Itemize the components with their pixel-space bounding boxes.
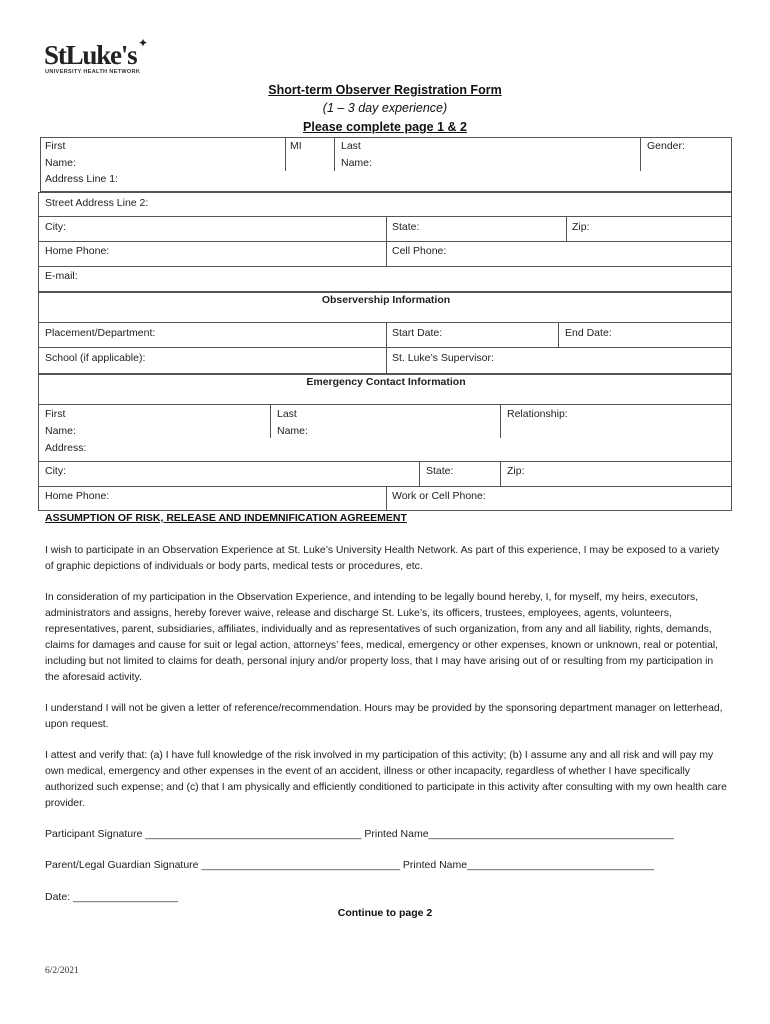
date-line[interactable]: Date: __________________ bbox=[45, 891, 179, 903]
form-instruction: Please complete page 1 & 2 bbox=[303, 120, 467, 134]
form-subtitle: (1 – 3 day experience) bbox=[322, 101, 448, 115]
emergency-home-phone-field[interactable]: Home Phone: bbox=[45, 490, 110, 502]
emergency-zip-field[interactable]: Zip: bbox=[507, 465, 525, 477]
emergency-city-field[interactable]: City: bbox=[45, 465, 66, 477]
school-field[interactable]: School (if applicable): bbox=[45, 352, 146, 364]
version-date: 6/2/2021 bbox=[45, 966, 79, 976]
emergency-address-field[interactable]: Address: bbox=[45, 442, 87, 454]
applicant-last-name-field[interactable]: Last Name: bbox=[341, 140, 372, 169]
applicant-gender-field[interactable]: Gender: bbox=[647, 140, 685, 152]
emergency-first-name-field[interactable]: First Name: bbox=[45, 408, 76, 437]
agreement-paragraph-1: I wish to participate in an Observation Experience at St. Luke’s University Health Network. As part of this experience, I may be exposed to a variety of graphic depictions of individuals or body parts, medical tests or procedures, etc. bbox=[45, 545, 720, 572]
email-field[interactable]: E-mail: bbox=[45, 270, 78, 282]
logo-star-icon: ✦ bbox=[138, 36, 149, 50]
state-field[interactable]: State: bbox=[392, 221, 420, 233]
agreement-paragraph-3: I understand I will not be given a letter of reference/recommendation. Hours may be provided by the sponsoring department manager on letterhead, upon request. bbox=[45, 703, 723, 730]
st-lukes-logo bbox=[44, 36, 164, 80]
home-phone-field[interactable]: Home Phone: bbox=[45, 245, 110, 257]
start-date-field[interactable]: Start Date: bbox=[392, 327, 443, 339]
observership-heading: Observership Information bbox=[321, 294, 451, 306]
cell-phone-field[interactable]: Cell Phone: bbox=[392, 245, 447, 257]
address-line1-field[interactable]: Address Line 1: bbox=[45, 173, 118, 185]
agreement-paragraph-4: I attest and verify that: (a) I have full knowledge of the risk involved in my participation of this activity; (b) I assume any and all risk and will pay my own medical, emergency and other expenses in the event of an accident, illness or other incapacity, regardless of whether I have specifically authorized such expense; and (c) that I am physically and efficiently conditioned to participate in this activity after consulting with my own health care provider. bbox=[45, 750, 727, 809]
participant-signature-line[interactable]: Participant Signature _____________________________________ Printed Name__________________________________________ bbox=[45, 828, 674, 840]
end-date-field[interactable]: End Date: bbox=[565, 327, 612, 339]
logo-subtitle: UNIVERSITY HEALTH NETWORK bbox=[45, 69, 141, 75]
applicant-name-row bbox=[40, 137, 732, 192]
city-field[interactable]: City: bbox=[45, 221, 66, 233]
emergency-work-phone-field[interactable]: Work or Cell Phone: bbox=[392, 490, 486, 502]
agreement-paragraph-2: In consideration of my participation in the Observation Experience, and intending to be legally bound hereby, I, for myself, my heirs, executors, administrators and assigns, hereby forever waive, release and discharge St. Luke’s, its officers, trustees, employees, agents, volunteers, representatives, parent, subsidiaries, affiliates, individually and as representatives of such organization, from any and all liability, rights, demands, claims for damages and cause for suit or legal action, attorneys’ fees, medical, emergency or other expenses, known or unknown, real or potential, including but not limited to claims for death, personal injury and/or property loss, that I may have arising out of or resulting from my participation in the aforesaid activity. bbox=[45, 592, 719, 683]
applicant-mi-field[interactable]: MI bbox=[290, 140, 302, 152]
emergency-contact-block bbox=[38, 374, 732, 511]
continue-note: Continue to page 2 bbox=[337, 907, 433, 919]
emergency-relationship-field[interactable]: Relationship: bbox=[507, 408, 568, 420]
agreement-title: ASSUMPTION OF RISK, RELEASE AND INDEMNIFICATION AGREEMENT bbox=[45, 512, 407, 524]
supervisor-field[interactable]: St. Luke’s Supervisor: bbox=[392, 352, 494, 364]
form-title: Short-term Observer Registration Form bbox=[268, 83, 502, 97]
emergency-heading: Emergency Contact Information bbox=[306, 376, 466, 388]
emergency-last-name-field[interactable]: Last Name: bbox=[277, 408, 308, 437]
applicant-first-name-field[interactable]: First Name: bbox=[45, 140, 76, 169]
guardian-signature-line[interactable]: Parent/Legal Guardian Signature __________________________________ Printed Name________________________________ bbox=[45, 859, 654, 871]
address-line2-field[interactable]: Street Address Line 2: bbox=[45, 197, 149, 209]
emergency-state-field[interactable]: State: bbox=[426, 465, 454, 477]
logo-wordmark: StLuke's bbox=[44, 40, 137, 70]
zip-field[interactable]: Zip: bbox=[572, 221, 590, 233]
placement-field[interactable]: Placement/Department: bbox=[45, 327, 156, 339]
